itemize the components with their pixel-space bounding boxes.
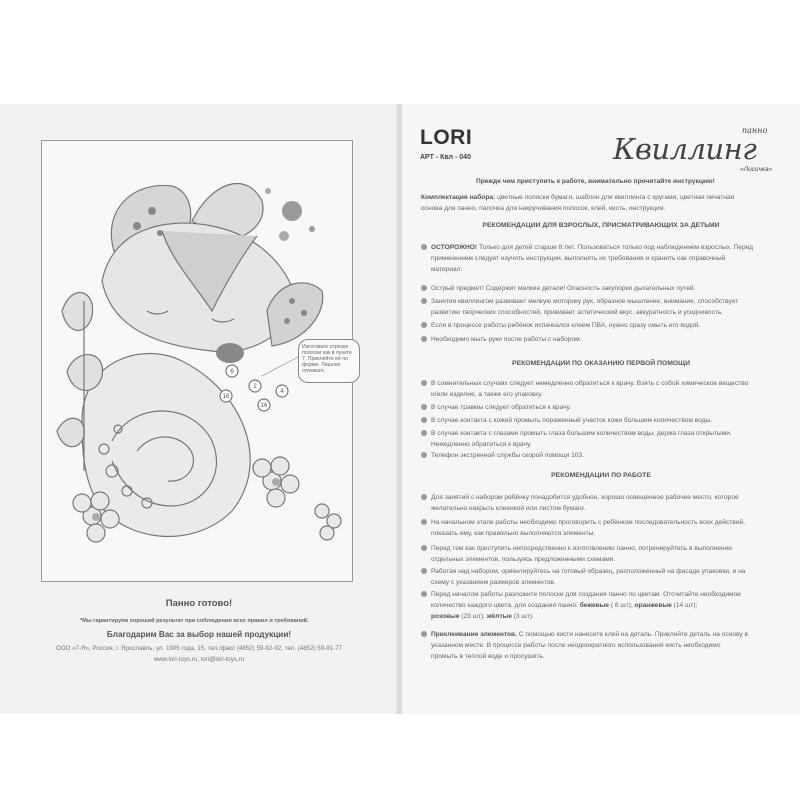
kit-text: основа для панно, палочка для накручивания полосок, клей, кисть, инструкция.	[421, 205, 666, 212]
info-icon	[421, 322, 427, 328]
kit-label: Комплектация набора:	[421, 194, 496, 201]
element-number: 16	[260, 403, 268, 409]
workspace-icon	[421, 494, 427, 500]
brand-logo: LORI	[420, 126, 473, 149]
first-aid-icon	[421, 430, 427, 436]
glue-label: Приклеивание элементов.	[431, 631, 517, 638]
workspace-icon	[421, 568, 427, 574]
glue-icon	[421, 631, 427, 637]
panel-ready-title: Панно готово!	[165, 598, 233, 609]
list-item: Для занятий с набором ребёнку понадобится удобное, хорошо освещенное рабочее место, которое желательно накрыть клеенкой или листом бумаги.	[421, 492, 781, 514]
company-website: www.lori-toys.ru, lori@lori-toys.ru	[153, 656, 245, 663]
list-item: Перед началом работы разложите полоски для создания панно по цветам. Отсчитайте необходимое количество каждого цвета, для создания панно: бежевые ( 8 шт); оранжевые (14 шт); розовые (23 шт); жёлтые (3 шт).	[421, 589, 781, 622]
list-item: ОСТОРОЖНО! Только для детей старше 8 лет. Пользоваться только под наблюдением взрослых. Перед применением следует изучить инструкции, выполнять их требования и хранить как справочный материал.	[421, 242, 781, 286]
first-aid-icon	[421, 404, 427, 410]
list-item: В случае контакта с глазами промыть глаза большим количеством воды, держа глаза открытыми. Немедленно обратиться к врачу.	[421, 428, 781, 450]
product-subtitle: «Лисичка»	[740, 166, 773, 173]
element-number: 6	[230, 369, 234, 375]
first-aid-icon	[421, 380, 427, 386]
info-icon	[421, 336, 427, 342]
color-beige: бежевые	[579, 602, 609, 609]
list-item: В случае травмы следует обратиться к врачу.	[421, 402, 781, 413]
workspace-icon	[421, 591, 427, 597]
heading-work: РЕКОМЕНДАЦИИ ПО РАБОТЕ	[551, 472, 651, 479]
left-page	[0, 104, 398, 714]
list-item: Приклеивание элементов. С помощью кисти нанесите клей на деталь. Приклейте деталь на основу в указанном месте. В процессе работы после неоднократного использования кисть необходимо промыть в теплой воде и просушить.	[421, 629, 781, 662]
article-number: АРТ - Квл - 040	[420, 154, 471, 161]
caution-label: ОСТОРОЖНО!	[431, 244, 478, 251]
guarantee-note: *Мы гарантируем хороший результат при соблюдении всех правил и требований.	[80, 618, 309, 624]
company-address: ООО «7-Я», Россия, г. Ярославль, ул. 1905 года, 15, тел./факс (4852) 59-92-92, тел. (4852) 59-91-77	[55, 645, 343, 652]
list-item: Занятия квиллингом развивает мелкую моторику рук, образное мышление, внимание, способствует развитию творческих способностей, прививает эстетический вкус, аккуратность и усидчивость.	[421, 296, 781, 318]
first-aid-icon	[421, 417, 427, 423]
product-title: Квиллинг	[613, 132, 757, 166]
color-pink: розовые	[431, 613, 460, 620]
list-item: Необходимо мыть руки после работы с набором.	[421, 334, 781, 345]
kit-contents	[421, 192, 734, 203]
warning-icon	[421, 244, 427, 250]
info-icon	[421, 298, 427, 304]
kit-text: цветные полоски бумаги, шаблон для квиллинга с кругами, цветная печатная	[497, 194, 735, 201]
intro-warning: Прежде чем приступить к работе, внимательно прочитайте инструкцию!	[476, 178, 715, 185]
list-item: На начальном этапе работы необходимо проговорить с ребёнком последовательность всех действий, показать ему, как правильно выполняются элементы.	[421, 517, 781, 539]
element-number: 2	[253, 384, 257, 390]
list-item: Если в процессе работы ребёнок испачкался клеем ПВА, нужно сразу смыть его водой.	[421, 320, 781, 331]
list-item: Перед тем как приступить непосредственно к изготовлению панно, потренируйтесь в выполнении отдельных элементов, пользуясь предложенными схемами.	[421, 543, 781, 565]
instruction-callout: Изготовьте отрезок полоски как в пункте 7. Приклейте её по форме. Лишнее отрежьте.	[298, 339, 360, 383]
list-item: Телефон экстренной службы скорой помощи 103.	[421, 450, 781, 461]
list-item: В сомнительных случаях следует немедленно обратиться к врачу. Взять с собой химическое вещество и/или изделие, а также его упаковку.	[421, 378, 781, 400]
heading-first-aid: РЕКОМЕНДАЦИИ ПО ОКАЗАНИЮ ПЕРВОЙ ПОМОЩИ	[512, 360, 690, 367]
heading-adults: РЕКОМЕНДАЦИИ ДЛЯ ВЗРОСЛЫХ, ПРИСМАТРИВАЮЩИХ ЗА ДЕТЬМИ	[482, 222, 720, 229]
element-number: 4	[280, 389, 284, 395]
list-item: Острый предмет! Содержит мелкие детали! Опасность закупорки дыхательных путей.	[421, 283, 781, 294]
phone-icon	[421, 452, 427, 458]
color-orange: оранжевые	[634, 602, 672, 609]
list-item: Работая над набором, ориентируйтесь на готовый образец, расположенный на фасаде упаковки, и на схему с указанием размеров элементов.	[421, 566, 781, 588]
warning-icon	[421, 285, 427, 291]
product-type: панно	[742, 126, 768, 135]
workspace-icon	[421, 545, 427, 551]
element-number: 16	[222, 394, 230, 400]
thanks-message: Благодарим Вас за выбор нашей продукции!	[106, 630, 292, 639]
list-item: В случае контакта с кожей промыть пораженный участок кожи большим количеством воды.	[421, 415, 781, 426]
workspace-icon	[421, 519, 427, 525]
color-yellow: жёлтые	[486, 613, 512, 620]
